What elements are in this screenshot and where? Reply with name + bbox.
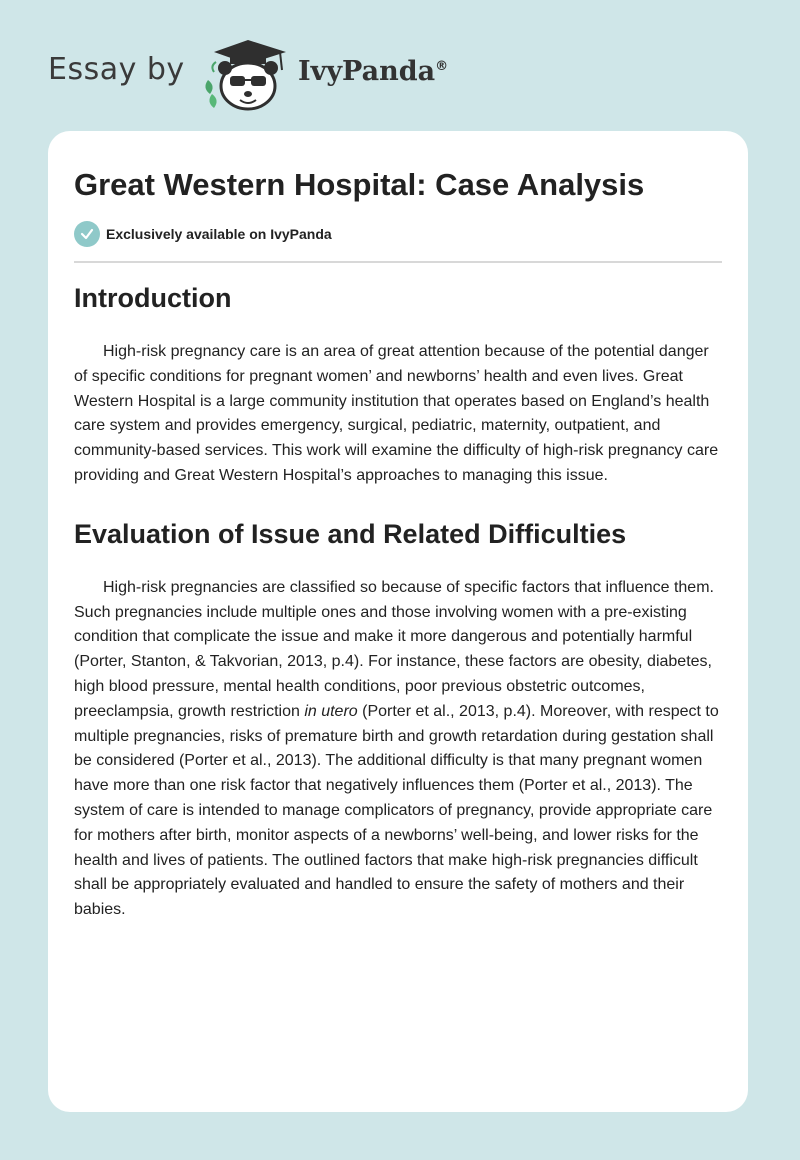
paragraph-text: High-risk pregnancies are classified so because of specific factors that influence them. Such pregnancies include multiple ones and those involving women with a pre-existing condition that complicate the issue and make it more dangerous and potentially harmful (Porter, Stanton, & Takvorian, 2013, p.4). For instance, these factors are obesity, diabetes, high blood pressure, mental health conditions, poor previous obstetric outcomes, preeclampsia, growth restriction (74, 578, 714, 720)
brand-text: IvyPanda (298, 56, 436, 87)
divider (74, 261, 722, 263)
brand-name[interactable] (298, 56, 448, 87)
section-heading: Evaluation of Issue and Related Difficulties (74, 518, 627, 549)
registered-mark: ® (435, 59, 449, 74)
paragraph-text: (Porter et al., 2013, p.4). Moreover, with respect to multiple pregnancies, risks of premature birth and growth retardation during gestation shall be considered (Porter et al., 2013). The additional difficulty is that many pregnant women have more than one risk factor that negatively influences them (Porter et al., 2013). The system of care is intended to manage complicators of pregnancy, provide appropriate care for mothers after birth, monitor aspects of a newborns’ well-being, and lower risks for the health and lives of patients. The outlined factors that make high-risk pregnancies difficult shall be appropriately evaluated and handled to ensure the safety of mothers and their babies. (74, 702, 719, 919)
article-body (74, 283, 724, 953)
section-heading: Introduction (74, 283, 232, 313)
badge-text: Exclusively available on IvyPanda (106, 226, 332, 242)
article-title: Great Western Hospital: Case Analysis (74, 167, 645, 202)
italic-term: in utero (304, 702, 358, 720)
section-paragraph (74, 576, 724, 923)
site-header (0, 0, 800, 130)
section-paragraph: High-risk pregnancy care is an area of great attention because of the potential danger of specific conditions for pregnant women’ and newborns’ health and even lives. Great Western Hospital is a large community institution that operates based on England’s health care system and provides emergency, surgical, pediatric, maternity, outpatient, and community-based services. This work will examine the difficulty of high-risk pregnancy care providing and Great Western Hospital’s approaches to managing this issue. (74, 343, 719, 484)
article-card (48, 131, 748, 1112)
check-circle-icon (74, 221, 100, 247)
essay-by-label: Essay by (48, 52, 185, 87)
exclusive-badge (74, 221, 332, 247)
panda-graduate-logo-icon[interactable] (200, 36, 296, 112)
